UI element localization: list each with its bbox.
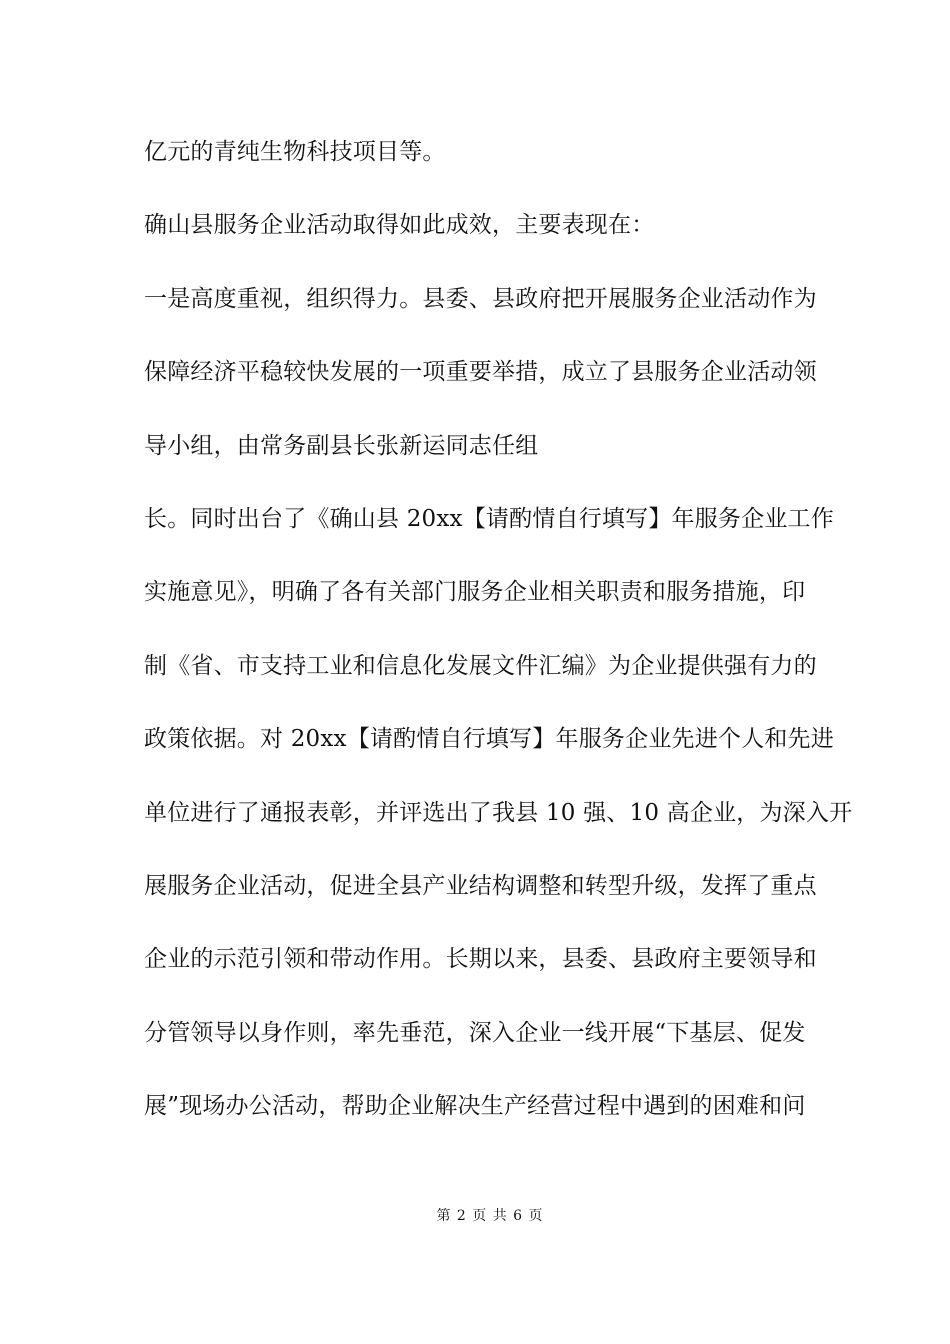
page-number-footer: 第 2 页 共 6 页 — [436, 1208, 544, 1224]
text-line: 确山县服务企业活动取得如此成效，主要表现在： — [144, 212, 655, 239]
text-line: 制《省、市支持工业和信息化发展文件汇编》为企业提供强有力的 — [144, 652, 817, 679]
text-line: 企业的示范引领和带动作用。长期以来，县委、县政府主要领导和 — [144, 946, 817, 973]
text-line: 分管领导以身作则，率先垂范，深入企业一线开展“下基层、促发 — [144, 1019, 806, 1046]
text-line: 亿元的青纯生物科技项目等。 — [144, 139, 446, 165]
text-line: 实施意见》，明确了各有关部门服务企业相关职责和服务措施，印 — [144, 579, 806, 606]
text-line: 展”现场办公活动，帮助企业解决生产经营过程中遇到的困难和问 — [144, 1093, 806, 1120]
text-line: 长。同时出台了《确山县 20xx【请酌情自行填写】年服务企业工作 — [144, 505, 834, 532]
body-text — [144, 132, 853, 1159]
text-line: 单位进行了通报表彰，并评选出了我县 10 强、10 高企业，为深入开 — [144, 799, 853, 826]
text-line: 保障经济平稳较快发展的一项重要举措，成立了县服务企业活动领 — [144, 359, 817, 386]
text-line: 政策依据。对 20xx【请酌情自行填写】年服务企业先进个人和先进 — [144, 726, 834, 753]
text-line: 一是高度重视，组织得力。县委、县政府把开展服务企业活动作为 — [144, 285, 817, 312]
text-line: 导小组，由常务副县长张新运同志任组 — [144, 432, 539, 459]
text-line: 展服务企业活动，促进全县产业结构调整和转型升级，发挥了重点 — [144, 872, 817, 899]
